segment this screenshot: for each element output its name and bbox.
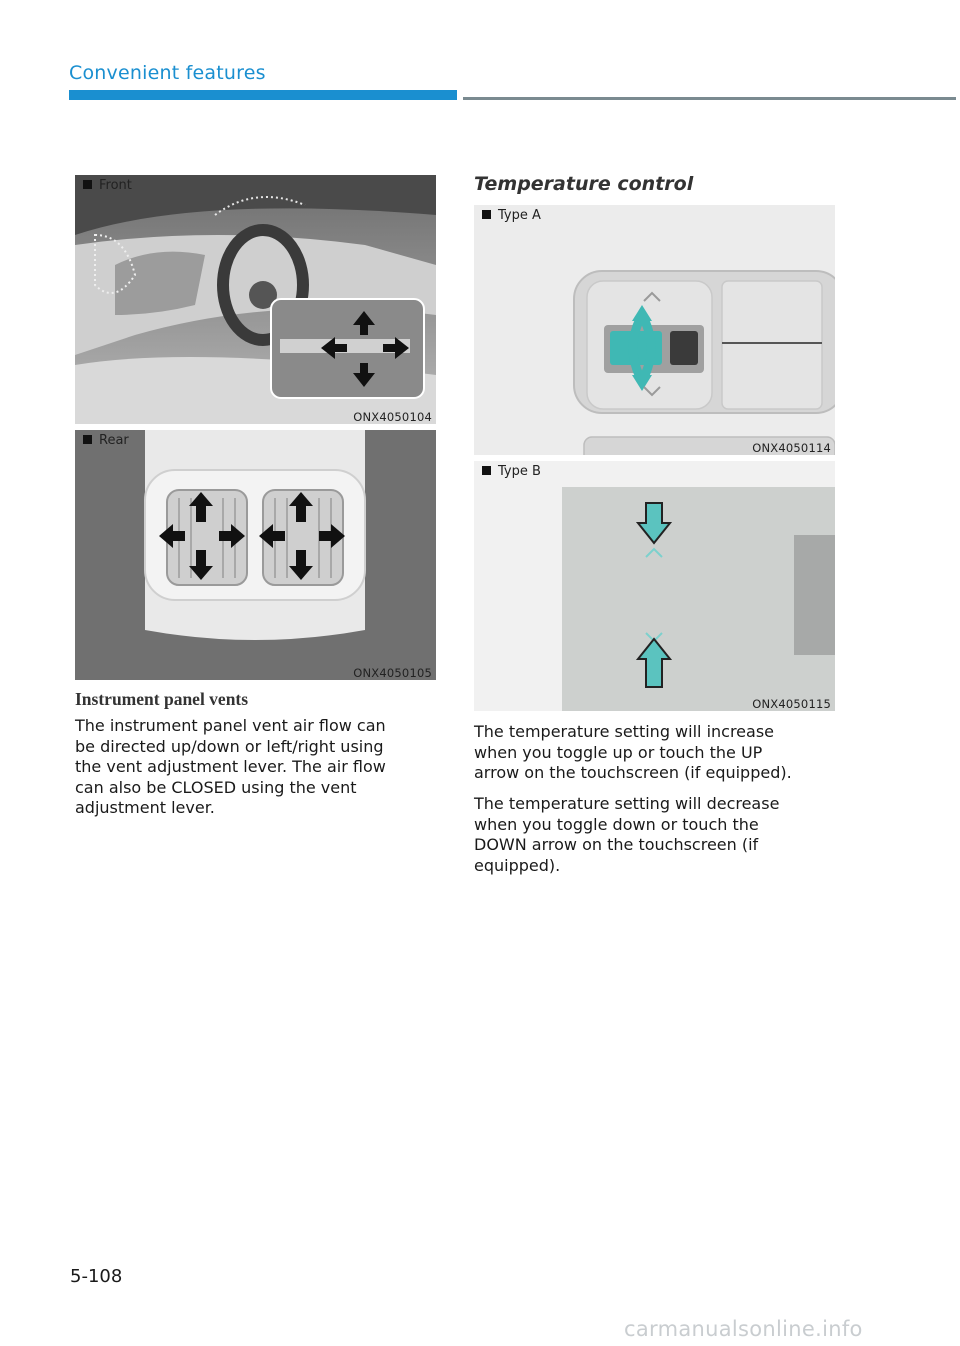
figure-front-vents <box>75 175 436 424</box>
paragraph-line: The instrument panel vent air flow can <box>75 716 386 735</box>
paragraph-line: equipped). <box>474 855 561 875</box>
figure-rear-vents <box>75 430 436 680</box>
figure-rear-label <box>83 433 129 448</box>
figure-front-code: ONX4050104 <box>353 410 432 424</box>
figure-type-a <box>474 205 835 455</box>
temperature-increase-paragraph <box>474 722 792 784</box>
paragraph-line: arrow on the touchscreen (if equipped). <box>474 763 792 782</box>
page-number: 5-108 <box>70 1266 123 1287</box>
paragraph-line: be directed up/down or left/right using <box>75 736 384 756</box>
type-a-toggle-illustration <box>474 205 835 455</box>
temperature-control-heading: Temperature control <box>474 173 694 195</box>
paragraph-line: when you toggle up or touch the UP <box>474 742 763 762</box>
paragraph-line: can also be CLOSED using the vent <box>75 777 357 797</box>
square-bullet-icon <box>482 466 491 475</box>
figure-type-b-label-text: Type B <box>498 464 541 479</box>
figure-type-a-code: ONX4050114 <box>752 441 831 455</box>
figure-type-b-code: ONX4050115 <box>752 697 831 711</box>
figure-front-label-text: Front <box>99 178 132 193</box>
figure-front-label <box>83 178 132 193</box>
rear-vents-illustration <box>75 430 436 680</box>
paragraph-line: when you toggle down or touch the <box>474 814 759 834</box>
header-rule-blue <box>69 90 457 100</box>
square-bullet-icon <box>83 180 92 189</box>
instrument-panel-vents-heading: Instrument panel vents <box>75 689 249 709</box>
figure-type-b-label <box>482 464 541 479</box>
temperature-decrease-paragraph <box>474 794 779 876</box>
figure-rear-label-text: Rear <box>99 433 129 448</box>
square-bullet-icon <box>482 210 491 219</box>
section-title: Convenient features <box>69 62 266 84</box>
paragraph-line: The temperature setting will decrease <box>474 794 780 813</box>
figure-type-b <box>474 461 835 711</box>
paragraph-line: adjustment lever. <box>75 798 215 817</box>
header-rule-gray <box>463 97 956 100</box>
figure-rear-code: ONX4050105 <box>353 666 432 680</box>
front-dashboard-illustration <box>75 175 436 424</box>
paragraph-line: The temperature setting will increase <box>474 722 774 741</box>
square-bullet-icon <box>83 435 92 444</box>
paragraph-line: DOWN arrow on the touchscreen (if <box>474 835 759 854</box>
figure-type-a-label <box>482 208 541 223</box>
watermark: carmanualsonline.info <box>624 1317 863 1341</box>
type-b-touchscreen-illustration <box>474 461 835 711</box>
figure-type-a-label-text: Type A <box>498 208 541 223</box>
instrument-panel-vents-paragraph <box>75 716 386 819</box>
paragraph-line: the vent adjustment lever. The air flow <box>75 757 386 776</box>
